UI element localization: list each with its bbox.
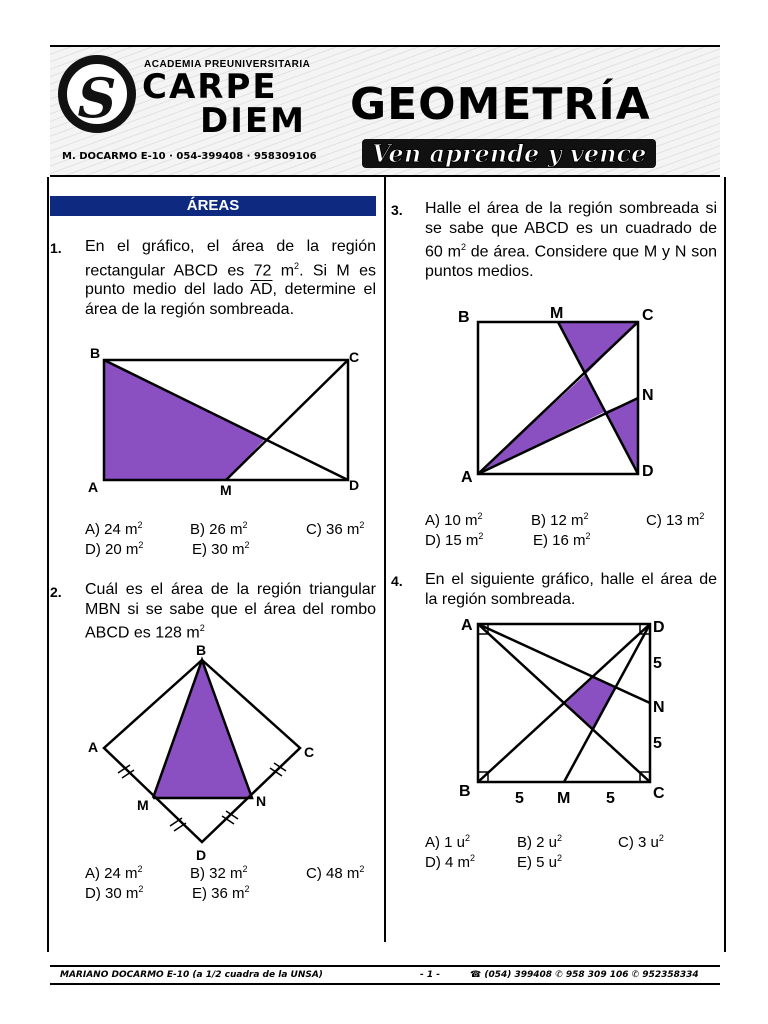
problem-1-option-d: D) 20 $m^2$ — [85, 540, 144, 558]
label-b-4: B — [459, 783, 471, 800]
brand-diem: DIEM — [200, 101, 306, 141]
header-contact: M. DOCARMO E-10 · 054-399408 · 958309106 — [62, 151, 317, 162]
problem-2-option-c: C) 48 $m^2$ — [306, 864, 365, 882]
problem-1-segment: $\overline{AD}$ — [250, 281, 273, 299]
problem-4-option-e: E) 5 $u^2$ — [517, 853, 563, 871]
problem-2-sup: 2 — [199, 623, 205, 633]
problem-2-option-b: B) 32 $m^2$ — [190, 864, 248, 882]
label-n-2: N — [256, 793, 267, 809]
label-b-2: B — [196, 642, 207, 658]
problem-3-text-b: de área. Considere que M y N son puntos medios. — [425, 243, 717, 280]
label-b-3: B — [458, 309, 470, 326]
label-d-3: D — [642, 463, 654, 480]
problem-4-option-b: B) 2 $u^2$ — [517, 833, 563, 851]
label-a-3: A — [461, 469, 473, 486]
problem-3-text-a: Halle el área de la región sombreada si se sabe que ABCD es un cuadrado de 60 m — [425, 200, 717, 261]
problem-2-number: 2. — [50, 584, 62, 600]
problem-1-text-b: . Si M es punto medio del lado — [85, 261, 377, 299]
problem-3-option-d: D) 15 $m^2$ — [425, 531, 484, 549]
problem-1-option-e: E) 30 $m^2$ — [192, 540, 250, 558]
problem-2-text-a: Cuál es el área de la región triangular MBN si se sabe que el área del rombo ABCD es 128 m — [85, 581, 376, 642]
problem-1-sup: 2 — [294, 260, 300, 271]
problem-3-number: 3. — [391, 202, 403, 218]
label-c: C — [349, 349, 360, 365]
problem-4-number: 4. — [391, 573, 403, 589]
slogan: Ven aprende y vence — [362, 139, 656, 168]
subject-title: GEOMETRÍA — [350, 79, 651, 130]
academia-label: ACADEMIA PREUNIVERSITARIA — [144, 59, 311, 70]
label-b: B — [90, 345, 101, 361]
problem-3-option-e: E) 16 $m^2$ — [533, 531, 591, 549]
problem-2-option-a: A) 24 $m^2$ — [85, 864, 143, 882]
section-title: ÁREAS — [50, 196, 376, 216]
problem-1-option-c: C) 36 $m^2$ — [306, 520, 365, 538]
problem-1-option-b: B) 26 $m^2$ — [190, 520, 248, 538]
footer-address: MARIANO DOCARMO E-10 (a 1/2 cuadra de la UNSA) — [60, 970, 323, 980]
problem-3-option-b: B) 12 $m^2$ — [531, 511, 589, 529]
label-n-3: N — [642, 387, 654, 404]
label-n-4: N — [653, 699, 665, 716]
label-m-2: M — [137, 797, 149, 813]
problem-3-option-a: A) 10 $m^2$ — [425, 511, 483, 529]
footer — [50, 965, 720, 985]
label-a-2: A — [88, 739, 99, 755]
label-m-3: M — [550, 305, 564, 322]
problem-2-option-d: D) 30 $m^2$ — [85, 884, 144, 902]
label-d-4: D — [653, 619, 665, 636]
label-m: M — [220, 482, 232, 498]
problem-2-option-e: E) 36 $m^2$ — [192, 884, 250, 902]
label-a: A — [88, 479, 99, 495]
label-a-4: A — [461, 617, 473, 634]
problem-1-text-a: En el gráfico, el área de la región rectangular ABCD es 72 m — [85, 238, 376, 279]
label-c-2: C — [304, 744, 315, 760]
problem-4-option-c: C) 3 $u^2$ — [618, 833, 664, 851]
page-number: - 1 - — [420, 970, 440, 980]
label-m-4: M — [557, 790, 571, 807]
label-5-right: 5 — [606, 790, 615, 807]
problem-1-option-a: A) 24 $m^2$ — [85, 520, 143, 538]
label-5-lower: 5 — [653, 735, 662, 752]
problem-1-text-c: , determine el área de la región sombreada. — [85, 281, 377, 318]
brand-carpe: CARPE — [142, 67, 278, 107]
label-c-3: C — [642, 307, 654, 324]
problem-4-text: En el siguiente gráfico, halle el área de la región sombreada. — [425, 571, 717, 608]
label-d-2: D — [196, 847, 207, 863]
problem-4-option-a: A) 1 $u^2$ — [425, 833, 471, 851]
problem-3-sup: 2 — [460, 242, 466, 252]
problem-3-option-c: C) 13 $m^2$ — [646, 511, 705, 529]
footer-phones: ☎ (054) 399408 ✆ 958 309 106 ✆ 952358334 — [470, 970, 699, 980]
problem-4-option-d: D) 4 $m^2$ — [425, 853, 476, 871]
problem-1-number: 1. — [50, 240, 62, 256]
label-5-upper: 5 — [653, 655, 662, 672]
label-c-4: C — [653, 785, 665, 802]
label-d: D — [349, 477, 360, 493]
logo-s-icon: S — [77, 66, 117, 130]
label-5-left: 5 — [515, 790, 524, 807]
